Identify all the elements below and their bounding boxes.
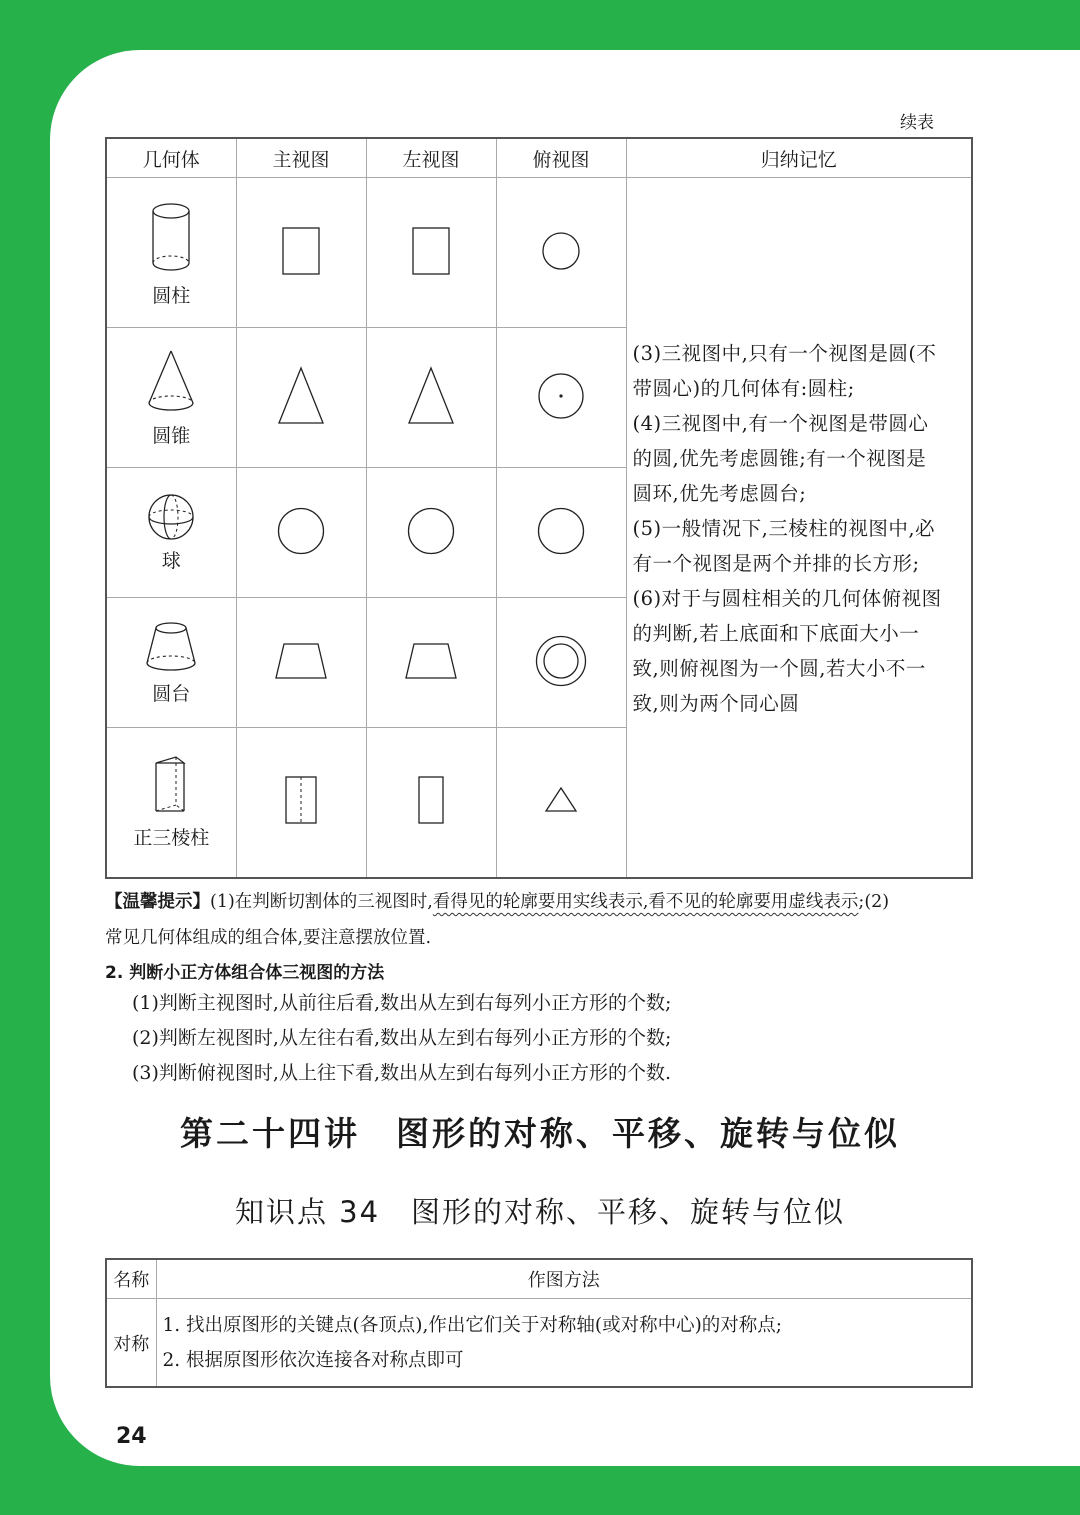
solid-cell [106,178,236,328]
solid-cell [106,468,236,598]
triangular-prism-icon [146,755,196,819]
summary-line: 有一个视图是两个并排的长方形; [632,552,920,575]
solid-name: 球 [161,550,181,572]
header-left-view: 左视图 [366,138,496,178]
summary-cell [626,178,972,878]
rectangle-with-dashed-line-icon [284,775,318,825]
frustum-icon [141,619,201,675]
table-row [106,178,972,328]
top-view-cell [496,598,626,728]
summary-line: (6)对于与圆柱相关的几何体俯视图 [632,587,942,610]
circle-icon [536,506,586,556]
header-solid: 几何体 [106,138,236,178]
summary-line: (5)一般情况下,三棱柱的视图中,必 [632,517,936,540]
circle-with-center-icon [536,371,586,421]
summary-line: (3)三视图中,只有一个视图是圆(不 [632,342,937,365]
cylinder-icon [141,197,201,277]
section-2-items [132,986,671,1091]
top-view-cell [496,468,626,598]
concentric-circles-icon [534,634,588,688]
tip-line-1 [105,884,971,920]
circle-icon [276,506,326,556]
page-number: 24 [116,1424,147,1449]
summary-line: 致,则为两个同心圆 [632,692,800,715]
left-view-cell [366,178,496,328]
cone-icon [141,347,201,417]
summary-line: 的判断,若上底面和下底面大小一 [632,622,920,645]
table-header-row [106,1259,972,1299]
header-front-view: 主视图 [236,138,366,178]
left-view-cell [366,328,496,468]
method-name: 对称 [106,1299,156,1388]
front-view-cell [236,328,366,468]
section-2-title: 2. 判断小正方体组合体三视图的方法 [105,963,385,983]
triangle-icon [406,366,456,426]
lecture-title: 第二十四讲 图形的对称、平移、旋转与位似 [180,1114,900,1153]
header-method: 作图方法 [156,1259,972,1299]
summary-line: 的圆,优先考虑圆锥;有一个视图是 [632,447,927,470]
tip-line-2: 常见几何体组成的组合体,要注意摆放位置. [105,928,432,948]
summary-line: 圆环,优先考虑圆台; [632,482,807,505]
table-row [106,1299,972,1388]
header-summary: 归纳记忆 [626,138,972,178]
header-name: 名称 [106,1259,156,1299]
front-view-cell [236,178,366,328]
trapezoid-icon [403,641,459,681]
solid-name: 正三棱柱 [133,826,210,849]
continued-label: 续表 [900,113,934,133]
top-view-cell [496,178,626,328]
list-item: (3)判断俯视图时,从上往下看,数出从左到右每列小正方形的个数. [132,1062,672,1084]
three-views-table [105,137,973,879]
tip-text: ;(2) [858,892,890,912]
trapezoid-icon [273,641,329,681]
top-view-cell [496,328,626,468]
sphere-icon [146,492,196,542]
tip-text: (1)在判断切割体的三视图时, [210,892,433,912]
solid-cell [106,328,236,468]
table-header-row [106,138,972,178]
solid-cell [106,598,236,728]
knowledge-point-title: 知识点 34 图形的对称、平移、旋转与位似 [234,1195,846,1229]
solid-cell [106,728,236,878]
front-view-cell [236,598,366,728]
method-step: 1. 找出原图形的关键点(各顶点),作出它们关于对称轴(或对称中心)的对称点; [162,1314,783,1336]
solid-name: 圆柱 [152,285,191,307]
circle-icon [541,231,581,271]
tip-underlined-text: 看得见的轮廓要用实线表示,看不见的轮廓要用虚线表示 [432,892,859,912]
summary-line: 致,则俯视图为一个圆,若大小不一 [632,657,926,680]
list-item: (1)判断主视图时,从前往后看,数出从左到右每列小正方形的个数; [132,992,672,1014]
rectangle-icon [411,226,451,276]
left-view-cell [366,598,496,728]
method-steps [156,1299,972,1388]
triangle-icon [276,366,326,426]
header-top-view: 俯视图 [496,138,626,178]
summary-text [633,336,968,721]
left-view-cell [366,728,496,878]
methods-table [105,1258,973,1388]
front-view-cell [236,728,366,878]
top-view-cell [496,728,626,878]
rectangle-icon [417,775,445,825]
rectangle-icon [281,226,321,276]
small-triangle-icon [544,786,578,814]
method-step: 2. 根据原图形依次连接各对称点即可 [162,1349,464,1371]
solid-name: 圆台 [152,683,191,705]
summary-line: (4)三视图中,有一个视图是带圆心 [632,412,929,435]
tip-label: 【温馨提示】 [105,892,210,912]
solid-name: 圆锥 [152,425,191,447]
circle-icon [406,506,456,556]
list-item: (2)判断左视图时,从左往右看,数出从左到右每列小正方形的个数; [132,1027,672,1049]
front-view-cell [236,468,366,598]
warm-tip [105,884,971,956]
summary-line: 带圆心)的几何体有:圆柱; [632,377,855,400]
left-view-cell [366,468,496,598]
